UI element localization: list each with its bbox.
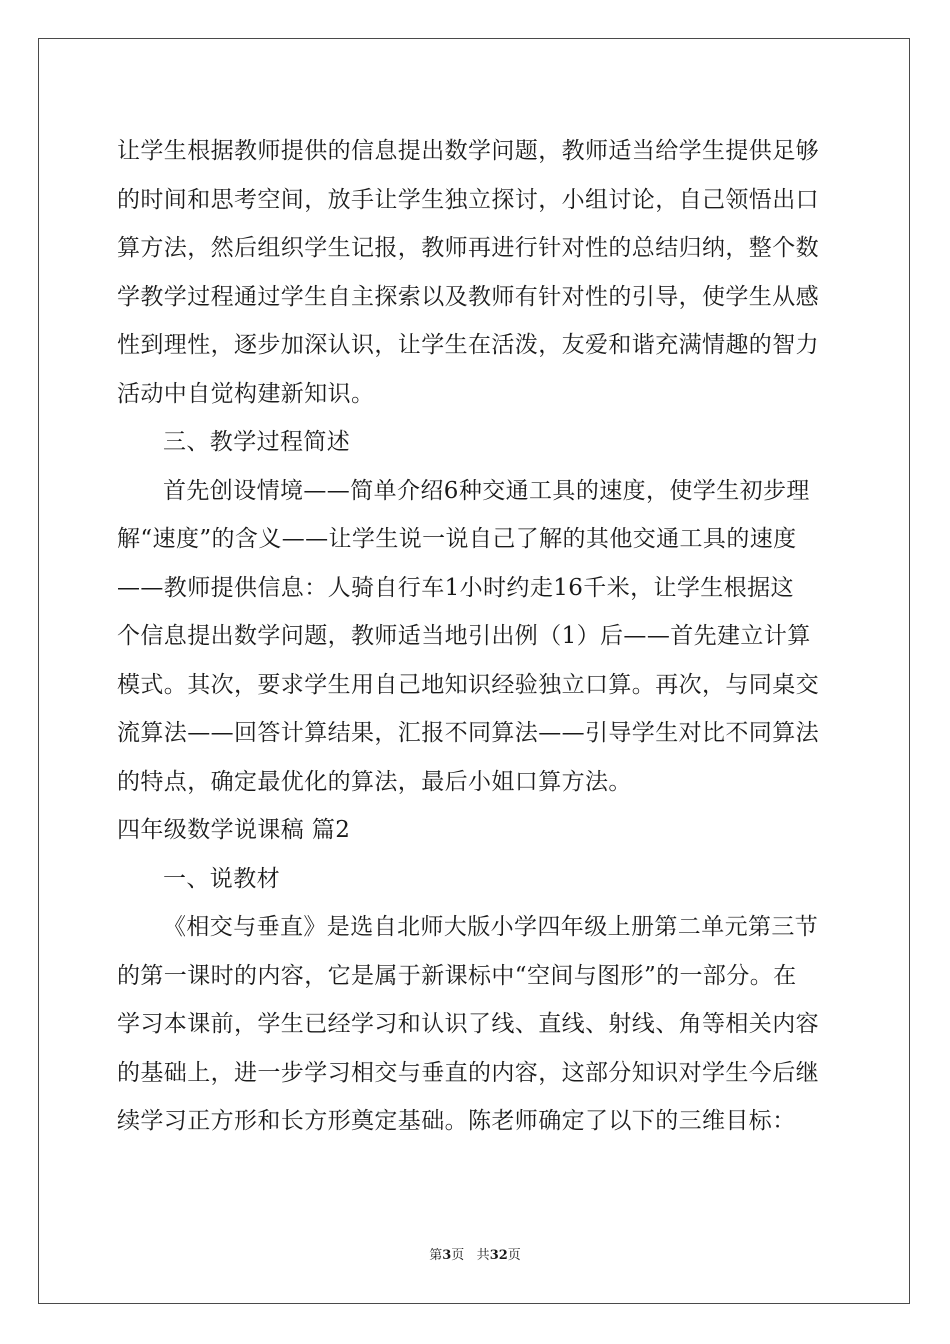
footer-total-pages: 32: [489, 1248, 508, 1263]
footer-page-number: 3: [442, 1248, 452, 1263]
text-line-17: 《相交与垂直》是选自北师大版小学四年级上册第二单元第三节: [163, 914, 819, 940]
text-line-20: 的基础上，进一步学习相交与垂直的内容，这部分知识对学生今后继: [117, 1059, 819, 1086]
document-body: [117, 127, 833, 1146]
text-line-13: 流算法——回答计算结果，汇报不同算法——引导学生对比不同算法: [117, 720, 819, 746]
text-line-12: 模式。其次，要求学生用自己地知识经验独立口算。再次，与同桌交: [117, 671, 819, 698]
text-line-3: 算方法，然后组织学生记报，教师再进行针对性的总结归纳，整个数: [117, 235, 819, 261]
article-title: 四年级数学说课稿 篇2: [117, 817, 351, 843]
text-line-5: 性到理性，逐步加深认识，让学生在活泼，友爱和谐充满情趣的智力: [117, 332, 819, 358]
text-line-14: 的特点，确定最优化的算法，最后小姐口算方法。: [117, 768, 632, 795]
text-line-11: 个信息提出数学问题，教师适当地引出例（1）后——首先建立计算: [117, 623, 811, 649]
text-line-9: 解“速度”的含义——让学生说一说自己了解的其他交通工具的速度: [117, 526, 797, 552]
page-footer: [0, 1244, 950, 1263]
footer-page-suffix: 页: [451, 1248, 465, 1263]
text-line-10: ——教师提供信息：人骑自行车1小时约走16千米，让学生根据这: [117, 574, 794, 601]
footer-page-prefix: 第: [429, 1248, 443, 1263]
section-heading-process: 三、教学过程简述: [163, 429, 351, 455]
text-line-21: 续学习正方形和长方形奠定基础。陈老师确定了以下的三维目标：: [117, 1108, 796, 1134]
text-line-2: 的时间和思考空间，放手让学生独立探讨，小组讨论，自己领悟出口: [117, 186, 819, 213]
section-heading-textbook: 一、说教材: [163, 865, 280, 892]
text-line-6: 活动中自觉构建新知识。: [117, 380, 375, 407]
text-line-18: 的第一课时的内容，它是属于新课标中“空间与图形”的一部分。在: [117, 962, 797, 989]
text-line-19: 学习本课前，学生已经学习和认识了线、直线、射线、角等相关内容: [117, 1011, 819, 1037]
text-line-4: 学教学过程通过学生自主探索以及教师有针对性的引导，使学生从感: [117, 283, 819, 310]
text-line-1: 让学生根据教师提供的信息提出数学问题，教师适当给学生提供足够: [117, 138, 819, 164]
footer-total-suffix: 页: [507, 1248, 521, 1263]
footer-total-prefix: 共: [476, 1248, 490, 1263]
text-line-8: 首先创设情境——简单介绍6种交通工具的速度，使学生初步理: [163, 477, 810, 504]
